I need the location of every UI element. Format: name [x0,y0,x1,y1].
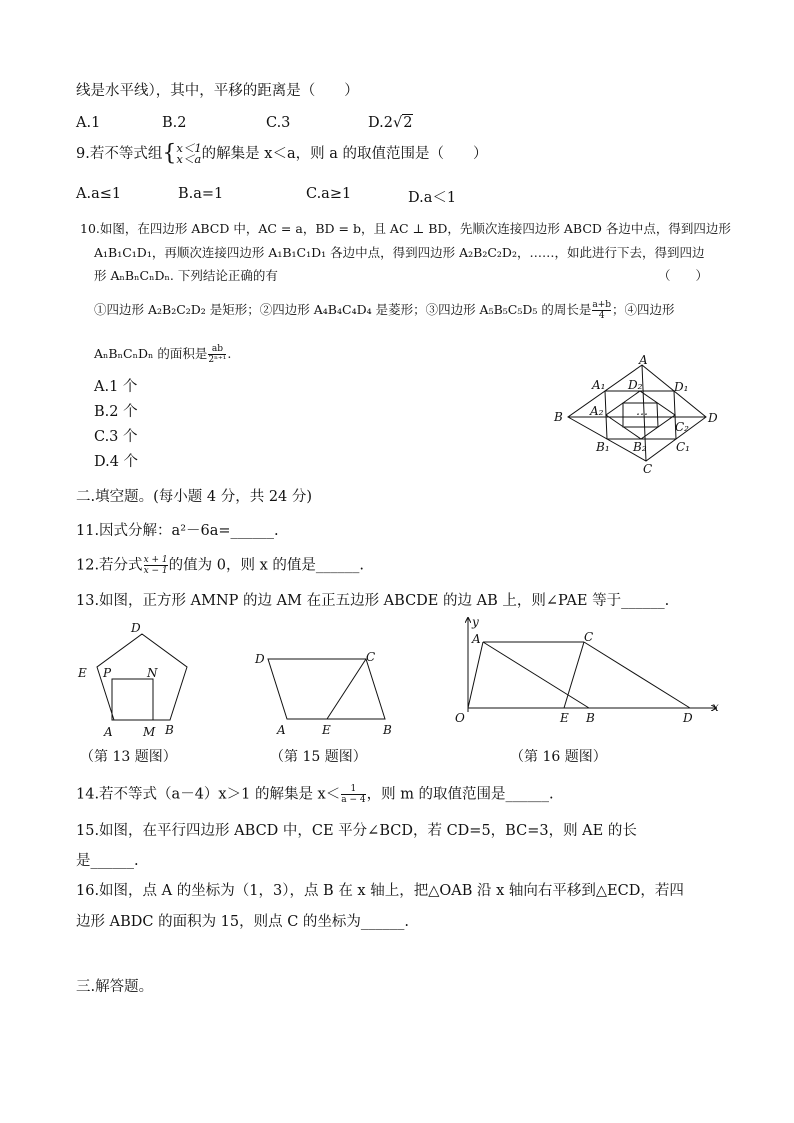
segment-cd [584,642,690,708]
q9-prefix: 9.若不等式组 [76,146,163,162]
figure-q13 [76,620,216,738]
label-c: C [584,630,594,644]
frac-num: ab [211,344,223,354]
label-c1: C₁ [676,440,690,454]
q10-line4-text: ①四边形 A₂B₂C₂D₂ 是矩形；②四边形 A₄B₄C₄D₄ 是菱形；③四边形 A₅B₅C₅D₅ 的周长是 [94,302,592,317]
label-x: x [712,700,719,714]
label-b: B [383,723,392,737]
label-e: E [78,666,87,680]
label-e: E [322,723,331,737]
label-e: E [560,711,569,725]
frac-den: 2ⁿ⁺¹ [208,355,227,365]
frac-den: 4 [592,310,611,321]
segment-ab [483,642,589,708]
q14-line [76,784,554,805]
label-d: D [683,711,693,725]
q9-option-d[interactable]: D.a＜1 [408,190,457,206]
caption-fig16: （第 16 题图） [510,749,607,765]
q12-prefix: 12.若分式 [76,557,143,574]
label-a: A [472,632,481,646]
q13-line: 13.如图，正方形 AMNP 的边 AM 在正五边形 ABCDE 的边 AB 上，则∠PAE 等于______. [76,593,670,609]
q8-option-d[interactable] [368,115,413,131]
section-2-heading: 二.填空题。(每小题 4 分，共 24 分) [76,489,313,505]
label-b: B [586,711,595,725]
q9-suffix: 的解集是 x＜a，则 a 的取值范围是（ ） [201,146,488,162]
label-y: y [472,615,479,629]
label-c: C [366,650,376,664]
q16-line2: 边形 ABDC 的面积为 15，则点 C 的坐标为______. [76,914,410,930]
q8-option-a[interactable]: A.1 [76,115,101,131]
label-b: B [165,723,174,737]
q10-line5-tail: . [227,346,232,361]
caption-fig13: （第 13 题图） [80,749,177,765]
caption-fig15: （第 15 题图） [270,749,367,765]
q10-line5-text: AₙBₙCₙDₙ 的面积是 [94,346,208,361]
q8-sqrt-value: 2 [403,115,413,131]
q10-option-c[interactable]: C.3 个 [94,429,138,445]
q10-option-d[interactable]: D.4 个 [94,454,139,470]
q9-option-b[interactable]: B.a=1 [178,186,224,202]
sqrt-symbol: √ [392,115,403,131]
q10-option-a[interactable]: A.1 个 [94,379,138,395]
q8-option-d-label: D.2 [368,115,393,131]
label-m: M [143,725,156,739]
q9-system-row1: x＜1 [176,141,202,155]
parallelogram-abcd [268,659,385,719]
q14-fraction [341,784,365,805]
q9-line [76,143,487,165]
label-p: P [103,666,112,680]
q10-line5 [94,344,231,365]
q16-line1: 16.如图，点 A 的坐标为（1，3），点 B 在 x 轴上，把△OAB 沿 x 轴向右平移到△ECD，若四 [76,883,684,899]
label-a: A [277,723,286,737]
q11-line: 11.因式分解：a²－6a=______. [76,523,279,539]
frac-num: a+b [592,300,612,310]
label-d2: D₂ [628,378,643,392]
q10-line4-tail: ；④四边形 [612,302,675,317]
q10-line2: A₁B₁C₁D₁，再顺次连接四边形 A₁B₁C₁D₁ 各边中点，得到四边形 A₂B₂C₂D₂，……，如此进行下去，得到四边 [94,245,705,260]
q8-tail: 线是水平线），其中，平移的距离是（ ） [76,83,359,99]
q10-frac-area [208,344,226,365]
label-d: D [708,411,718,425]
q15-line2: 是______. [76,853,139,869]
frac-num: 1 [350,784,357,794]
label-d: D [131,621,141,635]
q10-line4 [94,300,675,321]
q9-option-c[interactable]: C.a≥1 [306,186,352,202]
label-c: C [643,462,653,476]
q14-suffix: ，则 m 的取值范围是______. [366,786,554,803]
q8-option-b[interactable]: B.2 [162,115,187,131]
square-amnp [112,679,153,720]
q10-paren: （ ） [658,268,709,283]
section-3-heading: 三.解答题。 [76,979,154,995]
label-b: B [554,410,563,424]
label-b2: B₂ [633,440,647,454]
q9-option-a[interactable]: A.a≤1 [76,186,122,202]
label-a1: A₁ [592,378,606,392]
q12-fraction [144,555,168,576]
frac-num: x + 1 [143,555,168,565]
label-n: N [147,666,158,680]
q10-line3: 形 AₙBₙCₙDₙ. 下列结论正确的有 [94,268,278,283]
label-c2: C₂ [675,420,689,434]
segment-oa [468,642,483,708]
figure-q15 [252,645,402,737]
q12-line [76,555,364,576]
frac-den: a − 4 [341,795,366,805]
frac-den: x − 1 [143,566,168,576]
q15-line1: 15.如图，在平行四边形 ABCD 中，CE 平分∠BCD，若 CD=5，BC=3，则 AE 的长 [76,823,637,839]
q10-frac-perimeter [592,300,611,321]
figure-q16 [448,612,728,728]
segment-ce [327,659,366,719]
figure-q10 [550,355,730,475]
label-d1: D₁ [674,380,689,394]
label-dots: … [636,404,648,418]
label-a: A [639,353,648,367]
label-b1: B₁ [596,440,610,454]
label-a2: A₂ [590,404,604,418]
label-d: D [255,652,265,666]
q10-line1: 10.如图，在四边形 ABCD 中，AC = a，BD = b，且 AC ⊥ BD，先顺次连接四边形 ABCD 各边中点，得到四边形 [80,221,731,236]
label-o: O [455,711,465,725]
q12-suffix: 的值为 0，则 x 的值是______. [168,557,364,574]
q14-prefix: 14.若不等式（a－4）x＞1 的解集是 x＜ [76,786,341,803]
q8-option-c[interactable]: C.3 [266,115,291,131]
brace-glyph: { [162,141,177,166]
q9-system-row2: x＜a [176,152,202,166]
label-a: A [104,725,113,739]
q9-system [176,143,201,165]
q10-option-b[interactable]: B.2 个 [94,404,138,420]
